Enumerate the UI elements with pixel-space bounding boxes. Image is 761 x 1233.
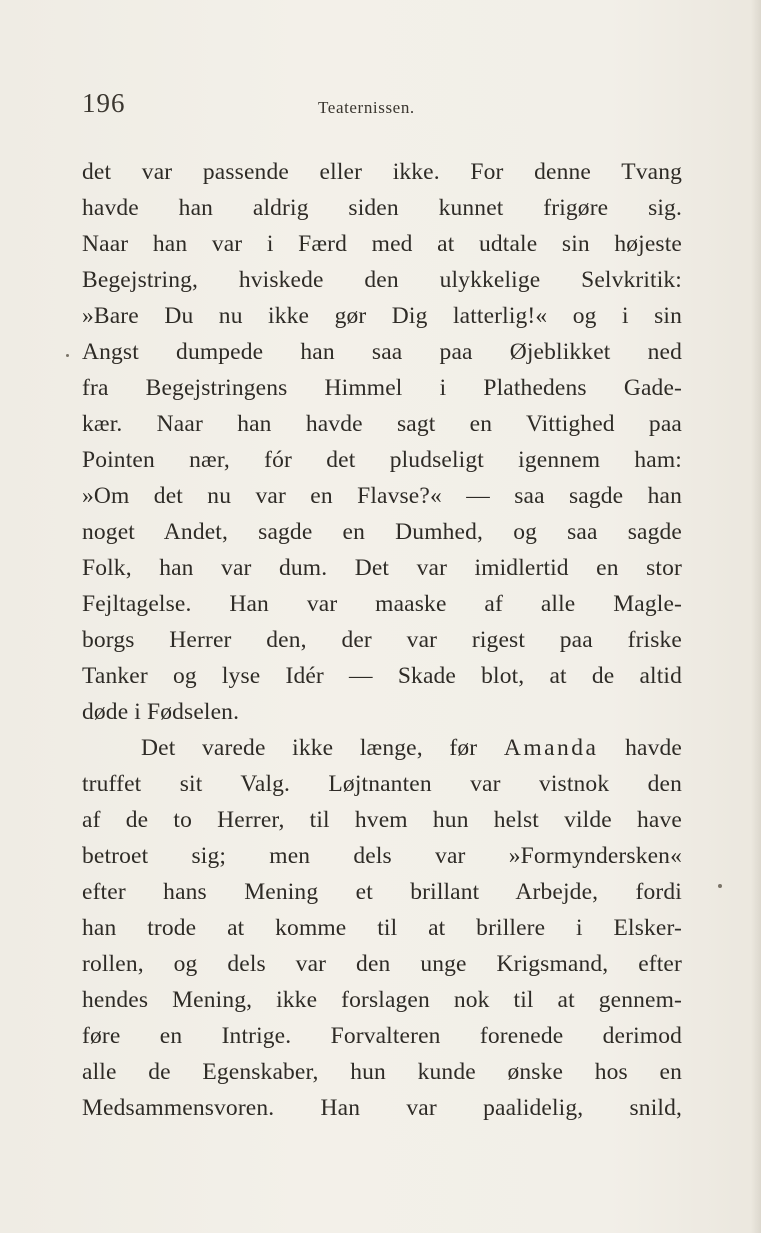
text-line: truffet sit Valg. Løjtnanten var vistnok den [82,771,682,797]
text-line: fra Begejstringens Himmel i Plathedens Gade- [82,375,682,401]
emphasized-name: Amanda [503,735,599,761]
text-line: »Om det nu var en Flavse?« — saa sagde han [82,483,682,509]
text-line: føre en Intrige. Forvalteren forenede derimod [82,1023,682,1049]
paragraph-end-line: døde i Fødselen. [82,699,240,725]
text-line: Pointen nær, fór det pludseligt igennem ham: [82,447,682,473]
text-line: det var passende eller ikke. For denne Tvang [82,159,682,185]
text-line: rollen, og dels var den unge Krigsmand, efter [82,951,682,977]
page-header [82,88,682,128]
text-line: borgs Herrer den, der var rigest paa friske [82,627,682,653]
text-line: Naar han var i Færd med at udtale sin højeste [82,231,682,257]
page-number: 196 [82,88,126,118]
text-line: Medsammensvoren. Han var paalidelig, snild, [82,1095,682,1121]
text-line: af de to Herrer, til hvem hun helst vilde have [82,807,682,833]
text-line: havde han aldrig siden kunnet frigøre sig. [82,195,682,221]
text-line: efter hans Mening et brillant Arbejde, fordi [82,879,682,905]
text-line: »Bare Du nu ikke gør Dig latterlig!« og i sin [82,303,682,329]
text-line: Tanker og lyse Idér — Skade blot, at de altid [82,663,682,689]
page-edge-shadow [751,0,761,1233]
text-line: Begejstring, hviskede den ulykkelige Selvkritik: [82,267,682,293]
body-text [82,154,682,1126]
paper-speck [718,884,722,888]
text-line: Folk, han var dum. Det var imidlertid en stor [82,555,682,581]
text-line: alle de Egenskaber, hun kunde ønske hos en [82,1059,682,1085]
text-segment: Det varede ikke længe, før [141,735,478,761]
text-line: noget Andet, sagde en Dumhed, og saa sagde [82,519,682,545]
text-line: kær. Naar han havde sagt en Vittighed paa [82,411,682,437]
running-title: Teaternissen. [318,98,415,117]
text-line: Angst dumpede han saa paa Øjeblikket ned [82,339,682,365]
paper-speck [66,354,69,357]
text-line: hendes Mening, ikke forslagen nok til at gennem- [82,987,682,1013]
text-line: han trode at komme til at brillere i Elsker- [82,915,682,941]
text-line: Fejltagelse. Han var maaske af alle Magle- [82,591,682,617]
text-segment: havde [625,735,683,761]
text-line: betroet sig; men dels var »Formyndersken« [82,843,682,869]
paragraph-start-line [82,730,682,766]
